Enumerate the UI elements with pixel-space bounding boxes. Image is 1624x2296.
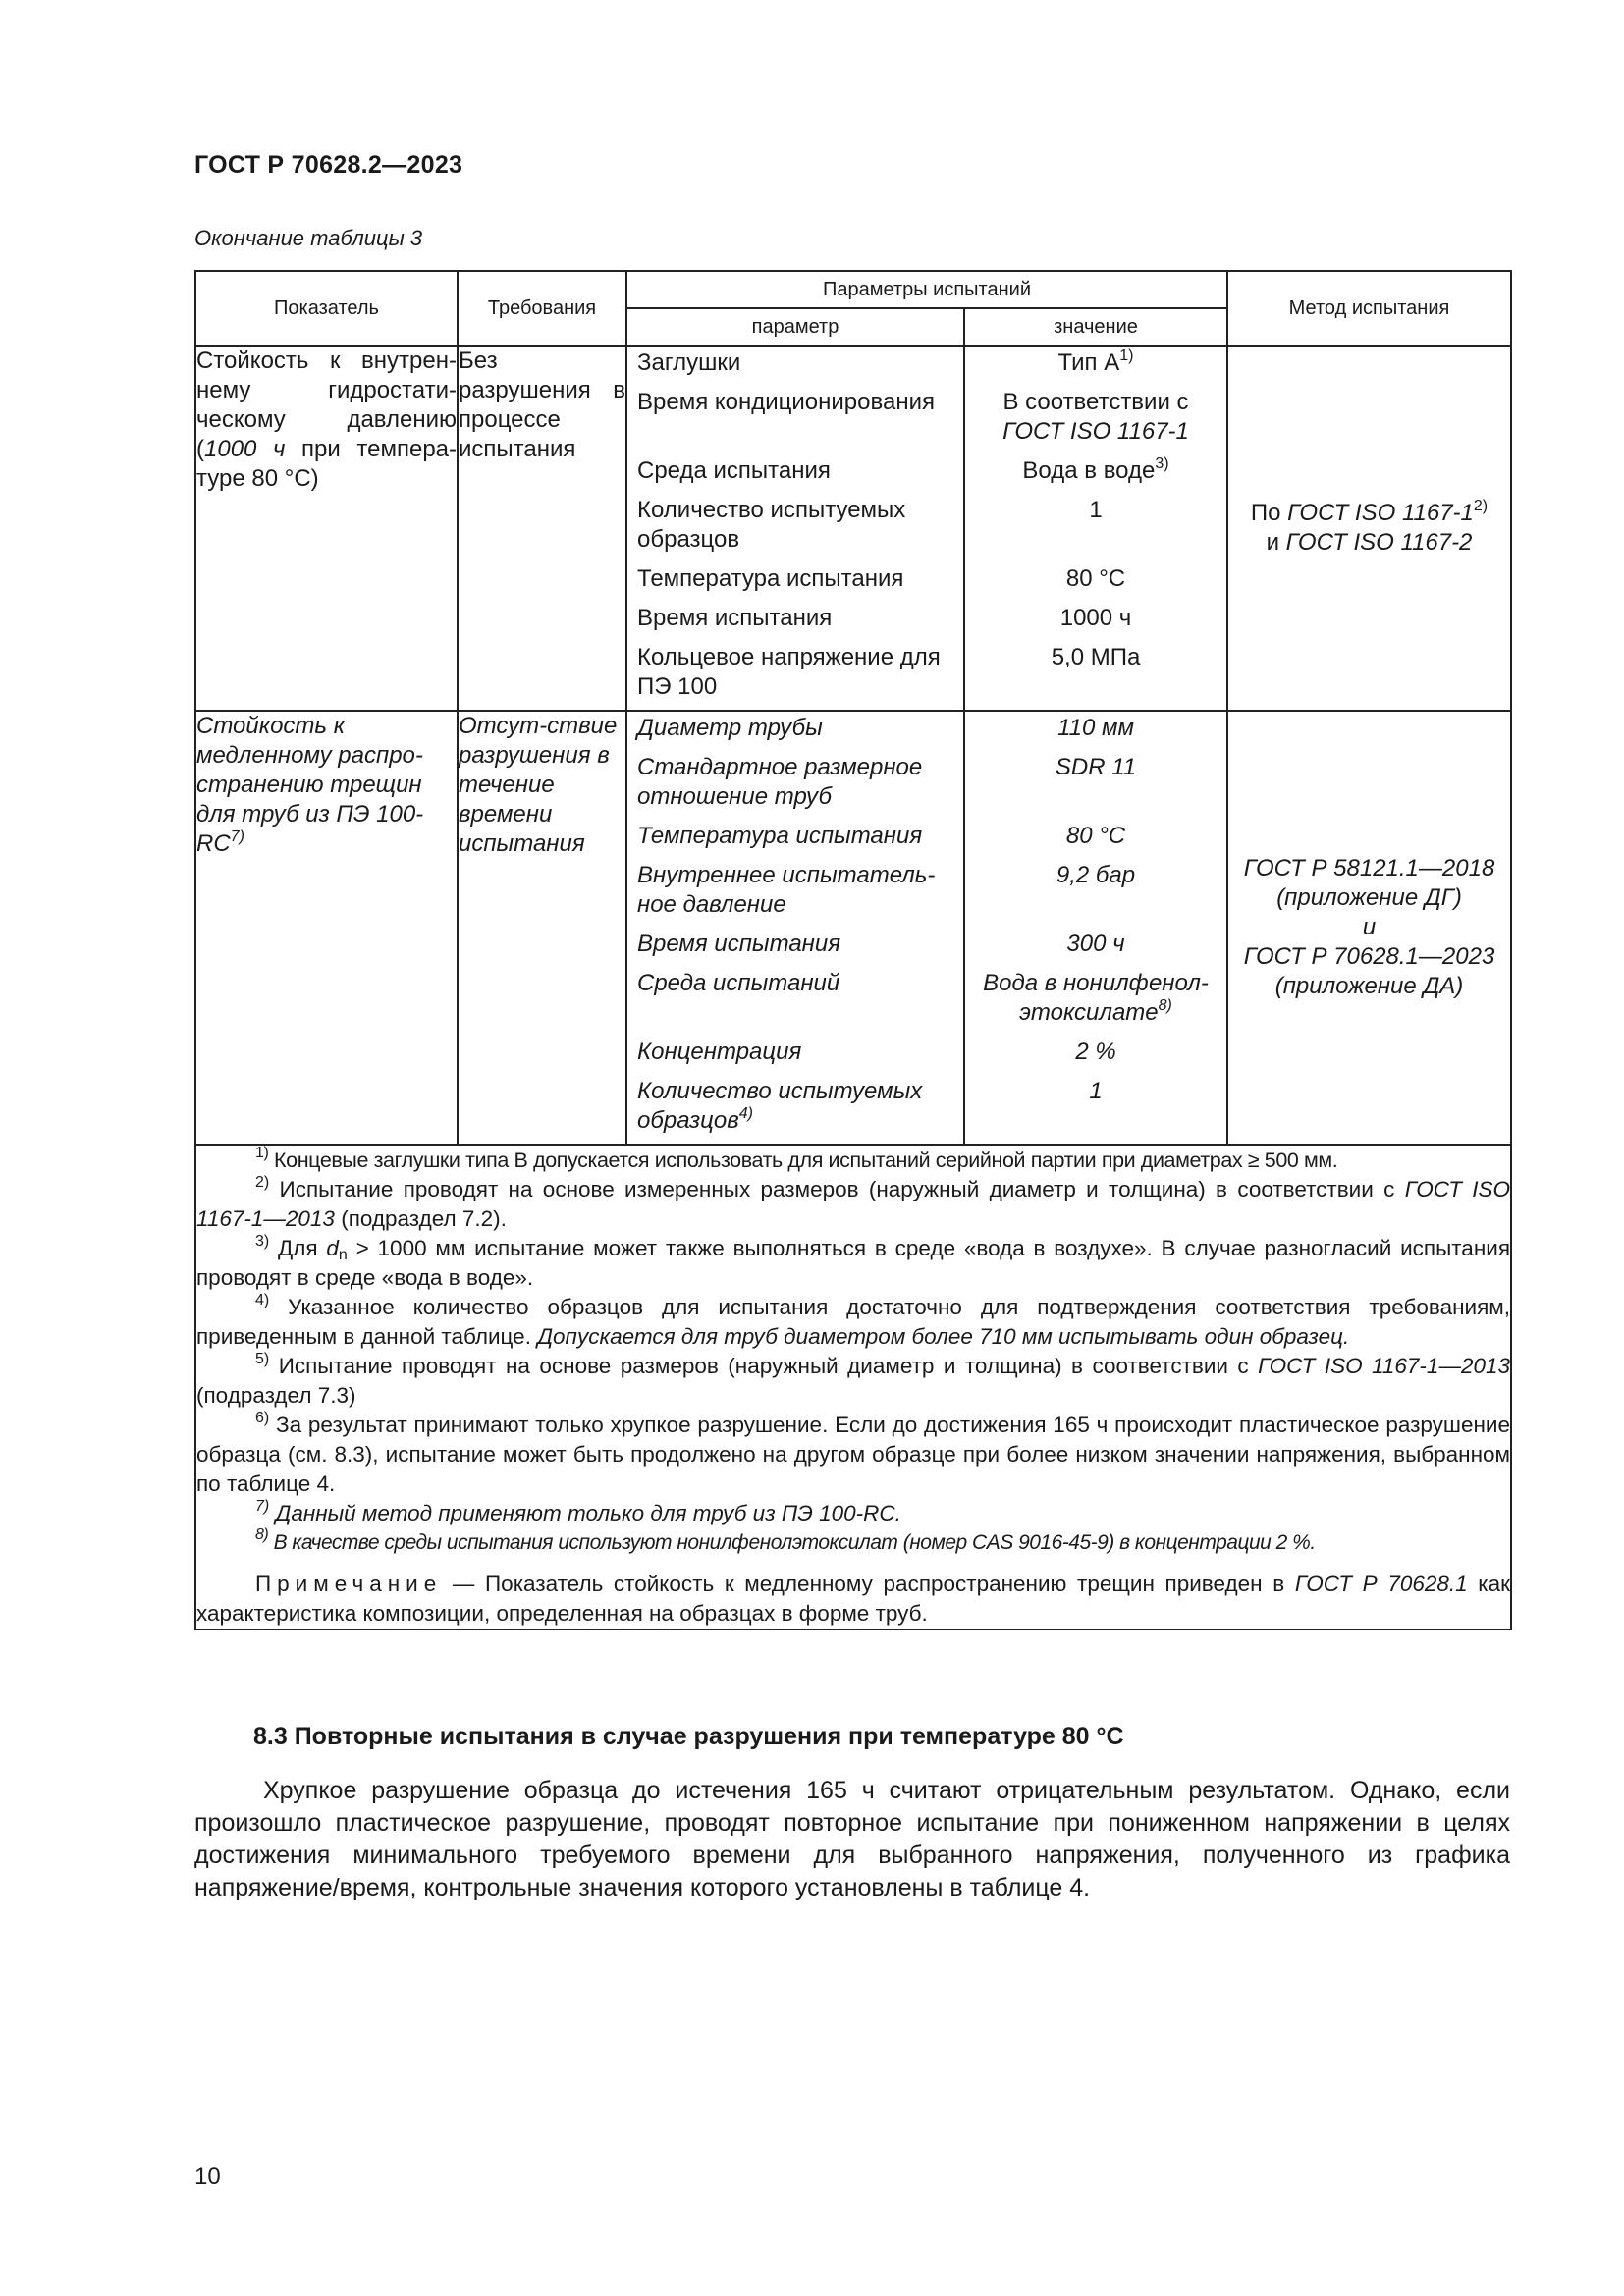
param-item: Среда испытания — [637, 457, 831, 484]
footnote-text: (подраздел 7.3) — [196, 1383, 356, 1408]
indicator-cell — [195, 346, 458, 711]
value-item: 1000 ч — [1059, 605, 1132, 631]
notes-row — [195, 1145, 1511, 1629]
param-item: Внутреннее испытатель-ное давление — [637, 862, 936, 918]
table-note — [196, 1570, 1510, 1629]
indicator-text-end: при темпера-туре 80 °С) — [196, 436, 458, 492]
param-item: Заглушки — [637, 349, 741, 376]
method-text: и — [1266, 529, 1286, 556]
document-header: ГОСТ Р 70628.2—2023 — [194, 151, 463, 179]
footnote-symbol: d — [326, 1236, 339, 1260]
footnote-italic: Допускается для труб диаметром более 710 мм испытывать один образец. — [537, 1324, 1350, 1349]
header-params-group: Параметры испытаний — [626, 271, 1227, 308]
footnote-ref: 2) — [1473, 498, 1489, 514]
footnote-text: За результат принимают только хрупкое разрушение. Если до достижения 165 ч происходит пластическое разрушение образца (см. 8.3), испытание может быть продолжено на другом образце при более низком значении напряжения, выбранном по таблице 4. — [196, 1413, 1510, 1496]
footnote-1 — [196, 1146, 1510, 1175]
footnote-mark: 3) — [255, 1233, 270, 1250]
header-indicator: Показатель — [195, 271, 458, 346]
method-text: По — [1250, 500, 1288, 526]
header-value: значение — [964, 308, 1227, 346]
method-cell — [1227, 711, 1511, 1145]
indicator-text: Стойкость к внутрен-нему гидростати-ческому давлению ( — [196, 347, 457, 462]
value-item — [965, 386, 1226, 454]
footnote-ref: 3) — [1155, 455, 1169, 472]
footnote-text: Для — [269, 1236, 327, 1260]
param-item: Концентрация — [637, 1039, 802, 1065]
footnote-6 — [196, 1411, 1510, 1499]
footnote-mark: 8) — [255, 1526, 269, 1543]
values-cell — [964, 346, 1227, 711]
param-item: Время кондиционирования — [637, 389, 935, 415]
param-item: Время испытания — [637, 605, 833, 631]
value-item: 2 % — [1075, 1039, 1116, 1065]
footnote-ref: 7) — [230, 828, 244, 845]
value-item: 300 ч — [1066, 931, 1125, 957]
requirement-cell: Без разрушения в процессе испытания — [458, 346, 626, 711]
value-item: SDR 11 — [1055, 754, 1137, 780]
footnote-mark: 7) — [255, 1498, 270, 1515]
method-cell — [1227, 346, 1511, 711]
param-text: Количество испытуемых образцов — [637, 1078, 923, 1134]
footnote-5 — [196, 1352, 1510, 1411]
footnote-mark: 1) — [255, 1145, 269, 1161]
value-text: Вода в воде — [1022, 457, 1156, 484]
value-ref: ГОСТ ISO 1167-1 — [1002, 418, 1189, 445]
footnote-text: Концевые заглушки типа В допускается использовать для испытаний серийной партии при диаметрах ≥ 500 мм. — [268, 1148, 1338, 1172]
value-item: 5,0 МПа — [1051, 644, 1141, 670]
param-item: Температура испытания — [637, 823, 923, 849]
section-body: Хрупкое разрушение образца до истечения 165 ч считают отрицательным результатом. Однако, если произошло пластическое разрушение, проводят повторное испытание при пониженном напряжении в целях достижения минимального требуемого времени для выбранного напряжения, полученного из графика напряжение/время, контрольные значения которого установлены в таблице 4. — [194, 1777, 1510, 1901]
footnote-8 — [196, 1528, 1510, 1558]
value-item — [965, 347, 1226, 386]
value-item: 9,2 бар — [1056, 862, 1136, 888]
requirement-cell: Отсут-ствие разрушения в течение времени испытания — [458, 711, 626, 1145]
param-item: Среда испытаний — [637, 970, 840, 996]
footnote-subscript: n — [338, 1247, 348, 1263]
value-item — [965, 454, 1226, 494]
method-line: и — [1362, 914, 1377, 940]
value-item: 1 — [1089, 1078, 1103, 1104]
section-title: 8.3 Повторные испытания в случае разрушения при температуре 80 °С — [253, 1723, 1124, 1750]
note-text: — Показатель стойкость к медленному распространению трещин приведен в — [442, 1572, 1295, 1596]
value-item — [965, 967, 1226, 1036]
footnote-mark: 6) — [255, 1410, 270, 1426]
footnote-text: В качестве среды испытания используют нонилфенолэтоксилат (номер CAS 9016-45-9) в концентрации 2 %. — [268, 1531, 1316, 1554]
method-line: ГОСТ Р 58121.1—2018 — [1243, 855, 1495, 881]
footnote-ref: 1) — [1119, 347, 1134, 364]
indicator-italic: 1000 ч — [204, 436, 286, 462]
header-method: Метод испытания — [1227, 271, 1511, 346]
value-item: 80 °С — [1065, 565, 1126, 592]
footnote-text: Указанное количество образцов для испытания достаточно для подтверждения соответствия требованиям, приведенным в данной таблице. — [196, 1295, 1510, 1349]
header-requirements: Требования — [458, 271, 626, 346]
footnote-7 — [196, 1499, 1510, 1528]
note-label: Примечание — [255, 1572, 443, 1596]
footnote-text: > 1000 мм испытание может также выполняться в среде «вода в воздухе». В случае разногласий испытания проводят в среде «вода в воде». — [196, 1236, 1511, 1290]
table-row — [195, 346, 1511, 711]
footnote-2 — [196, 1175, 1510, 1234]
value-item: 80 °С — [1065, 823, 1126, 849]
param-item — [627, 1075, 963, 1144]
indicator-text: Стойкость к медленному распро-странению трещин для труб из ПЭ 100-RC — [196, 713, 424, 857]
footnote-text: Данный метод применяют только для труб из ПЭ 100-RC. — [269, 1501, 901, 1525]
indicator-cell — [195, 711, 458, 1145]
method-line: ГОСТ Р 70628.1—2023 — [1243, 943, 1495, 970]
params-cell — [626, 711, 964, 1145]
method-line: (приложение ДГ) — [1276, 884, 1462, 911]
note-text: как характеристика композиции, определенная на образцах в форме труб. — [196, 1572, 1511, 1626]
footnote-mark: 4) — [255, 1292, 270, 1308]
value-text: Вода в нонилфенол-этоксилате — [983, 970, 1209, 1026]
footnote-text: Испытание проводят на основе размеров (наружный диаметр и толщина) в соответствии с — [269, 1354, 1259, 1378]
notes-cell — [195, 1145, 1511, 1629]
requirements-table — [194, 270, 1512, 1630]
values-cell — [964, 711, 1227, 1145]
value-text: Тип А — [1057, 349, 1120, 376]
method-line: (приложение ДА) — [1274, 973, 1464, 999]
value-text: В соответствии с — [1002, 389, 1189, 415]
table-caption: Окончание таблицы 3 — [194, 226, 423, 250]
footnote-3 — [196, 1234, 1510, 1293]
footnote-ref: 4) — [738, 1105, 754, 1122]
note-ref-doc: ГОСТ Р 70628.1 — [1294, 1572, 1468, 1596]
method-ref: ГОСТ ISO 1167-2 — [1285, 529, 1473, 556]
page-number: 10 — [194, 2163, 221, 2190]
param-item: Кольцевое напряжение для ПЭ 100 — [637, 644, 941, 700]
header-param: параметр — [626, 308, 964, 346]
param-item: Стандартное размерное отношение труб — [637, 754, 923, 810]
footnote-text: (подраздел 7.2). — [334, 1206, 507, 1231]
value-item: 110 мм — [1057, 715, 1134, 741]
footnote-4 — [196, 1293, 1510, 1352]
footnote-text: Испытание проводят на основе измеренных размеров (наружный диаметр и толщина) в соответствии с — [269, 1177, 1405, 1201]
footnote-mark: 2) — [255, 1174, 270, 1191]
table-row — [195, 711, 1511, 1145]
footnote-mark: 5) — [255, 1351, 270, 1367]
param-item: Время испытания — [637, 931, 841, 957]
footnote-ref: 8) — [1158, 997, 1172, 1014]
footnote-ref-doc: ГОСТ ISO 1167-1—2013 — [1258, 1354, 1510, 1378]
method-ref: ГОСТ ISO 1167-1 — [1287, 500, 1474, 526]
param-item: Температура испытания — [637, 565, 904, 592]
footnote-ref-doc: ГОСТ ISO 1167-1—2013 — [196, 1177, 1511, 1231]
param-item: Диаметр трубы — [637, 715, 823, 741]
value-item: 1 — [1089, 497, 1103, 523]
param-item: Количество испытуемых образцов — [637, 497, 906, 553]
params-cell — [626, 346, 964, 711]
